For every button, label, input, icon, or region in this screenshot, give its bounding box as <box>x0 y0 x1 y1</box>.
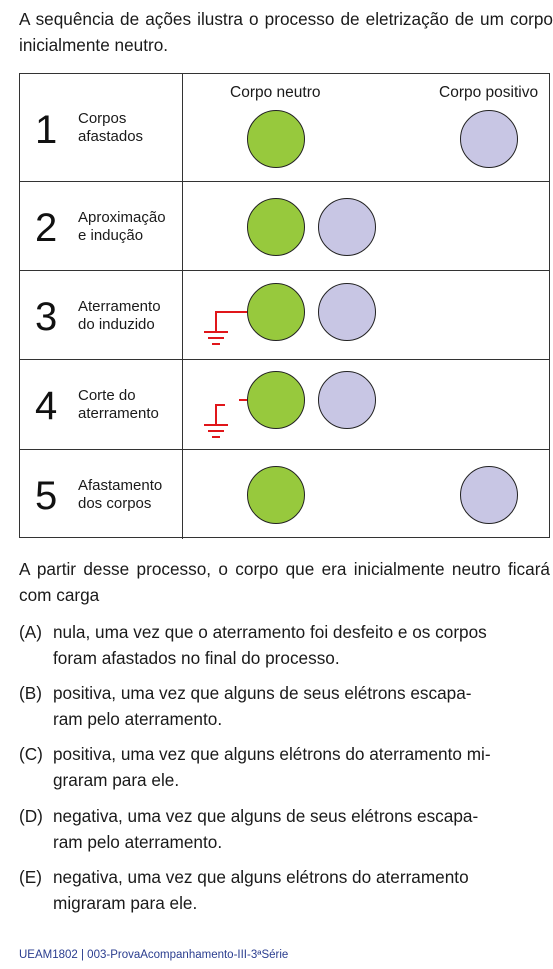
electrization-steps-table <box>19 73 550 538</box>
option-letter: (C) <box>19 744 43 764</box>
intro-text: A sequência de ações ilustra o processo de eletrização de um corpo inicialmente neutro. <box>19 9 553 55</box>
step-row-1 <box>20 74 549 181</box>
step-label-cell <box>20 271 183 359</box>
option-letter: (A) <box>19 622 42 642</box>
step-label: Corte do aterramento <box>78 387 159 422</box>
positive-sphere <box>318 283 376 341</box>
step-label: Corpos afastados <box>78 110 144 145</box>
positive-sphere <box>318 371 376 429</box>
step-number: 2 <box>35 206 58 250</box>
step-label: Aterramento do induzido <box>78 298 161 333</box>
step-number: 3 <box>35 295 58 339</box>
step-label: Aproximação e indução <box>78 209 166 244</box>
option-text: positiva, uma vez que alguns de seus elétrons escapa- ram pelo aterramento. <box>53 683 472 729</box>
positive-sphere <box>318 198 376 256</box>
positive-sphere <box>460 110 518 168</box>
step-label-cell <box>20 182 183 270</box>
neutral-sphere <box>247 198 305 256</box>
option-text: nula, uma vez que o aterramento foi desfeito e os corpos foram afastados no final do processo. <box>53 622 487 668</box>
option-letter: (B) <box>19 683 42 703</box>
step-label-cell <box>20 74 183 181</box>
step-row-3 <box>20 270 549 359</box>
step-label: Afastamento dos corpos <box>78 477 163 512</box>
option-text: negativa, uma vez que alguns elétrons do aterramento migraram para ele. <box>53 867 469 913</box>
step-number: 4 <box>35 384 58 428</box>
option-letter: (D) <box>19 806 43 826</box>
exam-footer-code: UEAM1802 | 003-ProvaAcompanhamento-III-3ªSérie <box>19 949 289 961</box>
option-text: negativa, uma vez que alguns de seus elétrons escapa- ram pelo aterramento. <box>53 806 479 852</box>
neutral-sphere <box>247 283 305 341</box>
step-number: 1 <box>35 108 58 152</box>
neutral-sphere <box>247 371 305 429</box>
step-row-4 <box>20 359 549 449</box>
header-neutral-body: Corpo neutro <box>230 84 321 101</box>
step-row-5 <box>20 449 549 539</box>
neutral-sphere <box>247 466 305 524</box>
positive-sphere <box>460 466 518 524</box>
option-letter: (E) <box>19 867 42 887</box>
option-text: positiva, uma vez que alguns elétrons do aterramento mi- graram para ele. <box>53 744 491 790</box>
question-text: A partir desse processo, o corpo que era inicialmente neutro ficará com carga <box>19 559 550 605</box>
step-label-cell <box>20 360 183 449</box>
step-number: 5 <box>35 474 58 518</box>
step-label-cell <box>20 450 183 539</box>
step-row-2 <box>20 181 549 270</box>
neutral-sphere <box>247 110 305 168</box>
header-positive-body: Corpo positivo <box>439 84 539 101</box>
